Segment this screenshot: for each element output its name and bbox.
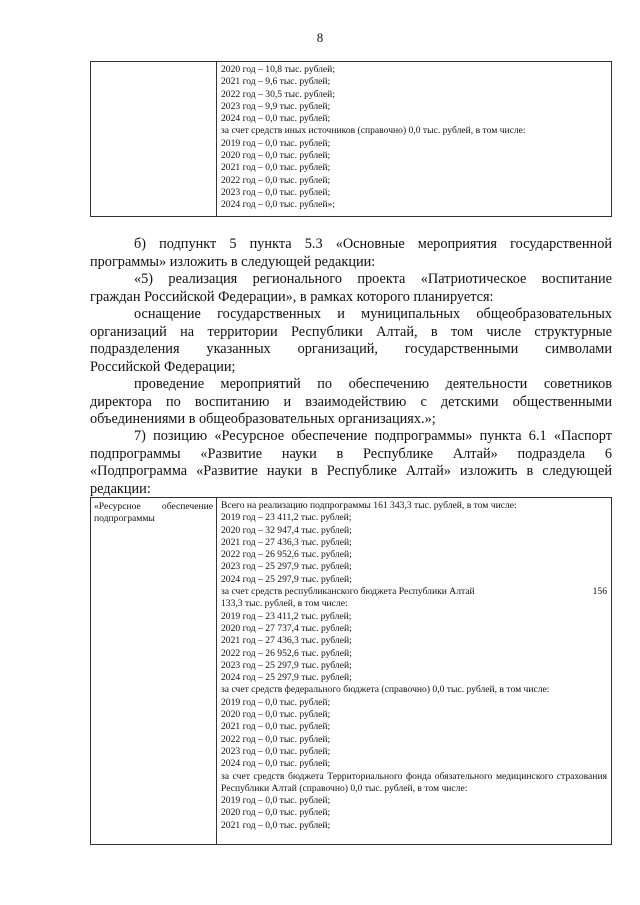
table-right-cell [217, 498, 611, 844]
row-header-line: подпрограммы [94, 513, 155, 525]
paragraph-line: подпрограммы «Развитие науки в Республике Алтай» подраздела 6 [90, 445, 612, 462]
paragraph-line: 7) позицию «Ресурсное обеспечение подпрограммы» пункта 6.1 «Паспорт [134, 428, 612, 444]
year-line: 2020 год – 32 947,4 тыс. рублей; [221, 524, 352, 536]
resource-provision-table [90, 497, 612, 845]
table-right-cell [217, 62, 611, 216]
total-line: Всего на реализацию подпрограммы 161 343,3 тыс. рублей, в том числе: [221, 500, 517, 511]
regional-budget-line [221, 586, 607, 598]
paragraph-line: Российской Федерации; [90, 358, 236, 375]
year-line: 2019 год – 23 411,2 тыс. рублей; [221, 610, 352, 622]
table-line: 2022 год – 0,0 тыс. рублей; [221, 174, 331, 186]
year-line: 2022 год – 26 952,6 тыс. рублей; [221, 549, 352, 561]
paragraph-line: граждан Российской Федерации», в рамках которого планируется: [90, 288, 494, 305]
year-line: 2019 год – 23 411,2 тыс. рублей; [221, 512, 352, 524]
table-line: 2024 год – 0,0 тыс. рублей; [221, 113, 331, 125]
paragraph-5 [90, 271, 612, 306]
paragraph-line: оснащение государственных и муниципальных общеобразовательных [134, 306, 612, 322]
paragraph-line: «Подпрограмма «Развитие науки в Республике Алтай» изложить в следующей [90, 463, 612, 479]
paragraph-equipment [90, 306, 612, 376]
table-line: 2023 год – 0,0 тыс. рублей; [221, 186, 331, 198]
paragraph-line: проведение мероприятий по обеспечению деятельности советников [134, 376, 612, 392]
table-line: 2020 год – 0,0 тыс. рублей; [221, 150, 331, 162]
table-line: за счет средств иных источников (справочно) 0,0 тыс. рублей, в том числе: [221, 125, 526, 137]
table-line: 2020 год – 10,8 тыс. рублей; [221, 64, 335, 75]
year-line: 2021 год – 0,0 тыс. рублей; [221, 819, 331, 831]
year-line: 2021 год – 27 436,3 тыс. рублей; [221, 536, 352, 548]
resource-table-continued [90, 61, 612, 217]
table-line: 2023 год – 9,9 тыс. рублей; [221, 100, 331, 112]
year-line: 2020 год – 0,0 тыс. рублей; [221, 709, 331, 721]
paragraph-7 [90, 428, 612, 498]
year-line: 2022 год – 26 952,6 тыс. рублей; [221, 647, 352, 659]
table-left-cell-empty [91, 62, 217, 216]
year-line: 2019 год – 0,0 тыс. рублей; [221, 696, 331, 708]
year-line: 2022 год – 0,0 тыс. рублей; [221, 733, 331, 745]
table-line: 2024 год – 0,0 тыс. рублей»; [221, 199, 335, 211]
year-line: 2020 год – 27 737,4 тыс. рублей; [221, 622, 352, 634]
paragraph-b [90, 236, 612, 271]
paragraph-line: директора по воспитанию и взаимодействию с детскими общественными [90, 393, 612, 410]
table-line: 2021 год – 0,0 тыс. рублей; [221, 162, 331, 174]
regional-budget-amount-start: 156 [592, 586, 607, 598]
year-line: 2024 год – 25 297,9 тыс. рублей; [221, 672, 352, 684]
paragraph-line: б) подпункт 5 пункта 5.3 «Основные мероприятия государственной [134, 236, 612, 252]
year-line: 2020 год – 0,0 тыс. рублей; [221, 807, 331, 819]
year-line: 2024 год – 25 297,9 тыс. рублей; [221, 573, 352, 585]
paragraph-line: программы» изложить в следующей редакции: [90, 253, 376, 270]
paragraph-line: «5) реализация регионального проекта «Патриотическое воспитание [134, 271, 612, 287]
federal-budget-line: за счет средств федерального бюджета (справочно) 0,0 тыс. рублей, в том числе: [221, 684, 550, 696]
year-line: 2021 год – 27 436,3 тыс. рублей; [221, 635, 352, 647]
table-left-cell [91, 498, 217, 844]
table-line: 2022 год – 30,5 тыс. рублей; [221, 88, 335, 100]
regional-budget-text: за счет средств республиканского бюджета Республики Алтай [221, 586, 475, 598]
table-line: 2021 год – 9,6 тыс. рублей; [221, 76, 331, 88]
tfoms-budget-line: за счет средств бюджета Территориального фонда обязательного медицинского страхования Республики Алтай (справочно) 0,0 тыс. рублей, в том числе: [221, 770, 607, 794]
year-line: 2023 год – 0,0 тыс. рублей; [221, 745, 331, 757]
paragraph-line: объединениями в общеобразовательных организациях.»; [90, 411, 436, 427]
regional-budget-line-2: 133,3 тыс. рублей, в том числе: [221, 598, 348, 610]
row-header-line: «Ресурсное обеспечение [94, 501, 213, 512]
year-line: 2024 год – 0,0 тыс. рублей; [221, 758, 331, 770]
year-line: 2023 год – 25 297,9 тыс. рублей; [221, 659, 352, 671]
year-line: 2019 год – 0,0 тыс. рублей; [221, 795, 331, 807]
year-line: 2021 год – 0,0 тыс. рублей; [221, 721, 331, 733]
paragraph-line: редакции: [90, 480, 151, 497]
paragraph-events [90, 376, 612, 429]
page-number: 8 [316, 30, 324, 45]
table-line: 2019 год – 0,0 тыс. рублей; [221, 137, 331, 149]
paragraph-line: организаций на территории Республики Алтай, в том числе структурные [90, 323, 612, 340]
paragraph-line: подразделения указанных организаций, государственными символами [90, 341, 612, 357]
year-line: 2023 год – 25 297,9 тыс. рублей; [221, 561, 352, 573]
